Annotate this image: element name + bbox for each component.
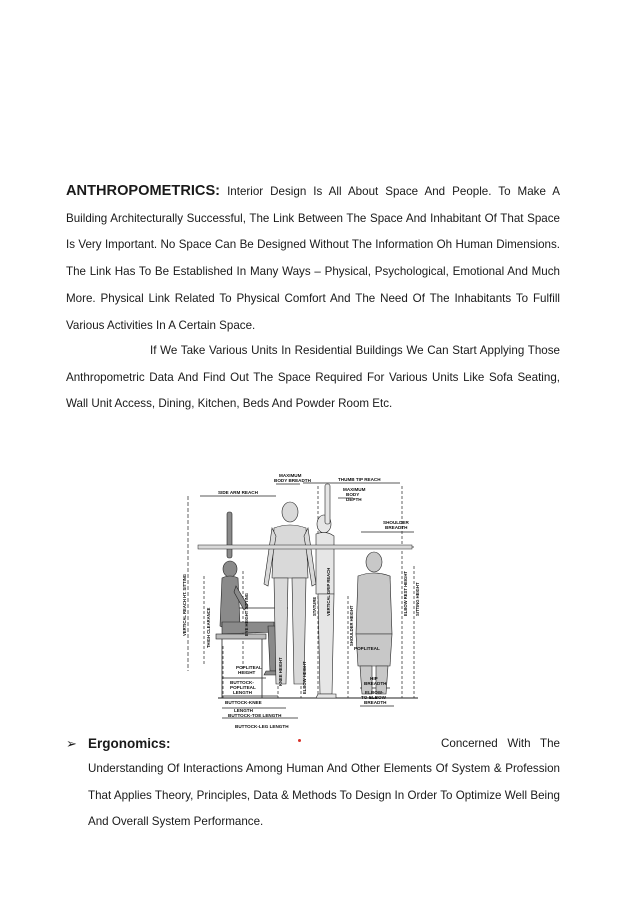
- svg-text:BODY: BODY: [346, 492, 360, 497]
- label-elbow-to-elbow: ELBOW-: [365, 690, 384, 695]
- ergonomics-heading: Ergonomics:: [88, 736, 171, 751]
- label-buttock-knee: BUTTOCK-KNEE: [225, 700, 262, 705]
- svg-text:HEIGHT: HEIGHT: [238, 670, 256, 675]
- anthropometric-diagram: [178, 466, 440, 752]
- label-buttock-popliteal: BUTTOCK-: [230, 680, 254, 685]
- label-max-body-breadth: MAXIMUM: [279, 473, 302, 478]
- label-elbow-rest: ELBOW REST HEIGHT: [403, 571, 408, 616]
- label-popliteal-height: POPLITEAL: [354, 646, 380, 651]
- label-eye-height: EYE HEIGHT SITTING: [244, 592, 249, 636]
- label-buttock-leg: BUTTOCK-LEG LENGTH: [235, 724, 289, 729]
- seat: [216, 634, 266, 639]
- label-sitting-height: SITTING HEIGHT: [415, 582, 420, 616]
- label-thigh-clearance: THIGH CLEARANCE: [206, 607, 211, 648]
- svg-text:POPLITEAL: POPLITEAL: [236, 665, 262, 670]
- svg-text:BREADTH: BREADTH: [385, 525, 408, 530]
- seated-back-figure: [356, 552, 392, 694]
- ergonomics-paragraph: Understanding Of Interactions Among Human And Other Elements Of System & Profession That Applies Theory, Principles, Data & Methods To Design In Order To Optimize Well Being And Overall System Performance.: [88, 762, 560, 829]
- residential-units-text: If We Take Various Units In Residential Buildings We Can Start Applying Those Anthropometric Data And Find Out The Space Required For Various Units Like Sofa Seating, Wall Unit Access, Dining, Kitchen, Beds And Powder Room Etc.: [66, 344, 560, 411]
- svg-text:TO-ELBOW: TO-ELBOW: [361, 695, 386, 700]
- label-knee-height: KNEE HEIGHT: [278, 657, 283, 686]
- residential-units-paragraph: [66, 338, 560, 418]
- label-shoulder-height: SHOULDER HEIGHT: [349, 605, 354, 646]
- red-dot-mark: [298, 739, 301, 742]
- anthropometrics-text: Interior Design Is All About Space And People. To Make A Building Architecturally Successful, The Link Between The Space And Inhabitant Of That Space Is Very Important. No Space Can Be Designed Without The Information Oh Human Dimensions. The Link Has To Be Established In Many Ways – Physical, Psychological, Emotional And Much More. Physical Link Related To Physical Comfort And The Need Of The Inhabitants To Fulfill Various Activities In A Certain Space.: [66, 185, 560, 332]
- anthropometrics-heading: ANTHROPOMETRICS:: [66, 183, 221, 199]
- svg-text:BODY BREADTH: BODY BREADTH: [274, 478, 311, 483]
- svg-text:LENGTH: LENGTH: [234, 708, 253, 713]
- bullet-arrow-icon: ➢: [66, 736, 77, 751]
- svg-text:POPLITEAL: POPLITEAL: [230, 685, 256, 690]
- anthropometrics-paragraph: [66, 178, 560, 339]
- svg-text:DEPTH: DEPTH: [346, 497, 362, 502]
- outstretched-arms: [198, 545, 412, 549]
- label-max-body-depth: MAXIMUM: [343, 487, 366, 492]
- svg-text:LENGTH: LENGTH: [233, 690, 252, 695]
- label-stature: STATURE: [312, 596, 317, 616]
- svg-text:BREADTH: BREADTH: [364, 681, 387, 686]
- label-elbow-height: ELBOW HEIGHT: [302, 661, 307, 694]
- ergonomics-heading-tail: Concerned With The: [441, 737, 560, 750]
- label-thumb-tip-reach: THUMB TIP REACH: [338, 477, 381, 482]
- svg-text:BREADTH: BREADTH: [364, 700, 387, 705]
- label-shoulder-breadth: SHOULDER: [383, 520, 409, 525]
- label-vertical-grip: VERTICAL GRIP REACH: [326, 567, 331, 616]
- label-vertical-reach: VERTICAL REACH HT. SITTING: [182, 573, 187, 636]
- label-side-arm-reach: SIDE ARM REACH: [218, 490, 258, 495]
- label-hip-breadth: HIP: [370, 676, 378, 681]
- ergonomics-heading-line: [66, 731, 560, 757]
- label-buttock-toe: BUTTOCK-TOE LENGTH: [228, 713, 282, 718]
